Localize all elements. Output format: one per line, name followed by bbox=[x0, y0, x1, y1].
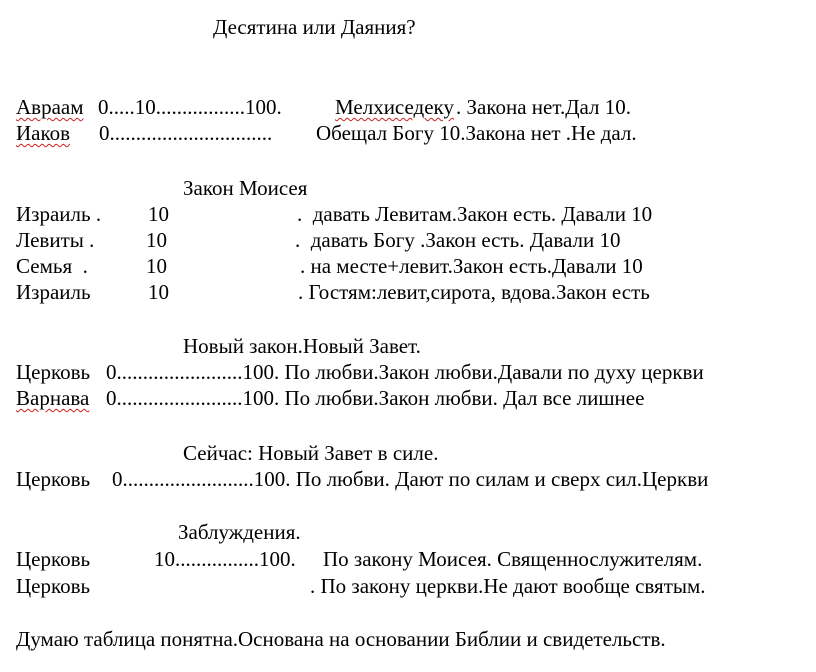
now-row bbox=[0, 466, 816, 492]
patriarch-scale: 0.....10.................100. bbox=[98, 95, 282, 119]
moses-who: Израиль bbox=[16, 280, 91, 304]
section-heading-errors: Заблуждения. bbox=[178, 520, 301, 544]
moses-who: Левиты . bbox=[16, 228, 95, 252]
patriarch-name: Авраам bbox=[16, 95, 84, 119]
error-text: . По закону церкви.Не дают вообще святым. bbox=[310, 574, 706, 598]
new-law-who: Варнава bbox=[16, 386, 90, 410]
moses-who: Израиль . bbox=[16, 202, 102, 226]
new-law-row bbox=[0, 359, 816, 385]
section-heading-now: Сейчас: Новый Завет в силе. bbox=[183, 441, 439, 465]
error-who: Церковь bbox=[16, 547, 91, 571]
moses-text: . Гостям:левит,сирота, вдова.Закон есть bbox=[298, 280, 650, 304]
moses-row bbox=[0, 201, 816, 227]
new-law-text: 0........................100. По любви.Закон любви.Давали по духу церкви bbox=[106, 360, 704, 384]
moses-row bbox=[0, 227, 816, 253]
error-text: По закону Моисея. Священнослужителям. bbox=[323, 547, 703, 571]
new-law-text: 0........................100. По любви.Закон любви. Дал все лишнее bbox=[106, 386, 645, 410]
moses-who: Семья . bbox=[16, 254, 88, 278]
moses-row bbox=[0, 279, 816, 305]
patriarch-name: Иаков bbox=[16, 121, 71, 145]
patriarch-recipient: Мелхиседеку bbox=[335, 95, 454, 119]
new-law-row bbox=[0, 385, 816, 411]
section-heading-new-law: Новый закон.Новый Завет. bbox=[183, 334, 421, 358]
patriarch-row-jacob bbox=[0, 120, 816, 146]
now-who: Церковь bbox=[16, 467, 91, 491]
patriarch-note: Обещал Богу 10.Закона нет .Не дал. bbox=[316, 121, 637, 145]
error-who: Церковь bbox=[16, 574, 91, 598]
error-row bbox=[0, 546, 816, 572]
moses-row bbox=[0, 253, 816, 279]
patriarch-row-abraham bbox=[0, 94, 816, 120]
moses-amount: 10 bbox=[148, 280, 169, 304]
moses-text: . на месте+левит.Закон есть.Давали 10 bbox=[300, 254, 643, 278]
moses-amount: 10 bbox=[148, 202, 169, 226]
moses-text: . давать Левитам.Закон есть. Давали 10 bbox=[297, 202, 653, 226]
error-amount: 10................100. bbox=[154, 547, 296, 571]
moses-text: . давать Богу .Закон есть. Давали 10 bbox=[295, 228, 621, 252]
now-text: 0.........................100. По любви. Дают по силам и сверх сил.Церкви bbox=[112, 467, 709, 491]
conclusion-text: Думаю таблица понятна.Основана на основании Библии и свидетельств. bbox=[16, 627, 666, 651]
error-row bbox=[0, 573, 816, 599]
moses-amount: 10 bbox=[146, 254, 167, 278]
section-heading-moses: Закон Моисея bbox=[183, 176, 308, 200]
page-title: Десятина или Даяния? bbox=[213, 15, 416, 39]
patriarch-scale: 0............................... bbox=[99, 121, 273, 145]
new-law-who: Церковь bbox=[16, 360, 91, 384]
patriarch-note: . Закона нет.Дал 10. bbox=[456, 95, 632, 119]
moses-amount: 10 bbox=[146, 228, 167, 252]
